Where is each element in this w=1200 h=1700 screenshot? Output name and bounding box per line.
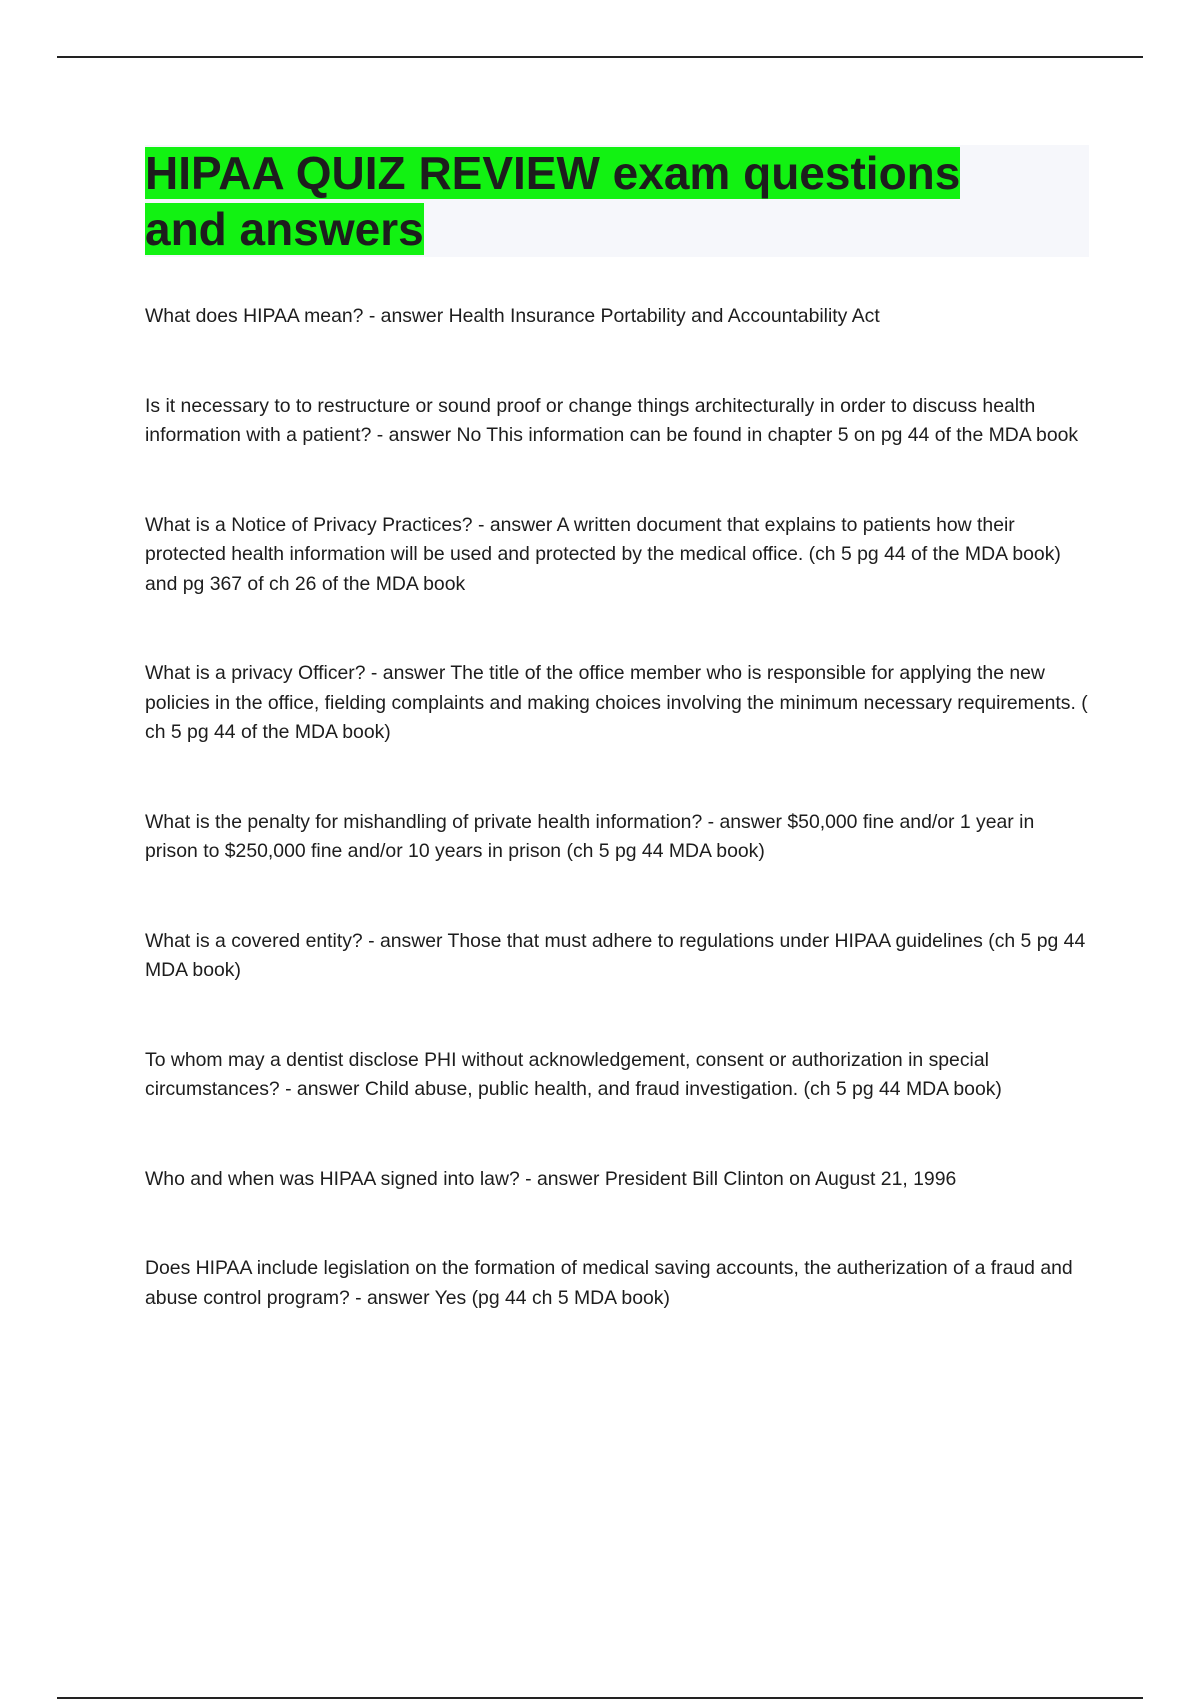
qa-list — [145, 302, 1090, 1313]
qa-item: What is a covered entity? - answer Those that must adhere to regulations under HIPAA guidelines (ch 5 pg 44 MDA book) — [145, 929, 1086, 981]
qa-item: To whom may a dentist disclose PHI without acknowledgement, consent or authorization in special circumstances? - answer Child abuse, public health, and fraud investigation. (ch 5 pg 44 MDA book) — [145, 1048, 1002, 1100]
qa-item: Does HIPAA include legislation on the formation of medical saving accounts, the autherization of a fraud and abuse control program? - answer Yes (pg 44 ch 5 MDA book) — [145, 1257, 1073, 1309]
qa-item: What does HIPAA mean? - answer Health Insurance Portability and Accountability Act — [145, 305, 880, 327]
qa-item: Is it necessary to to restructure or sound proof or change things architecturally in order to discuss health information with a patient? - answer No This information can be found in chapter 5 on pg 44 of the MDA book — [145, 394, 1079, 446]
document-title — [145, 145, 1015, 257]
document-title-text: HIPAA QUIZ REVIEW exam questions and answers — [145, 147, 961, 255]
bottom-horizontal-rule — [57, 1697, 1143, 1699]
title-block — [145, 145, 1089, 257]
qa-item: What is a Notice of Privacy Practices? - answer A written document that explains to patients how their protected health information will be used and protected by the medical office. (ch 5 pg 44 of the MDA book) and pg 367 of ch 26 of the MDA book — [145, 513, 1061, 595]
top-horizontal-rule — [57, 56, 1143, 58]
qa-item: What is the penalty for mishandling of private health information? - answer $50,000 fine and/or 1 year in prison to $250,000 fine and/or 10 years in prison (ch 5 pg 44 MDA book) — [145, 810, 1035, 862]
qa-item: What is a privacy Officer? - answer The title of the office member who is responsible for applying the new policies in the office, fielding complaints and making choices involving the minimum necessary requirements. ( ch 5 pg 44 of the MDA book) — [145, 662, 1088, 743]
qa-item: Who and when was HIPAA signed into law? - answer President Bill Clinton on August 21, 1996 — [145, 1167, 957, 1190]
